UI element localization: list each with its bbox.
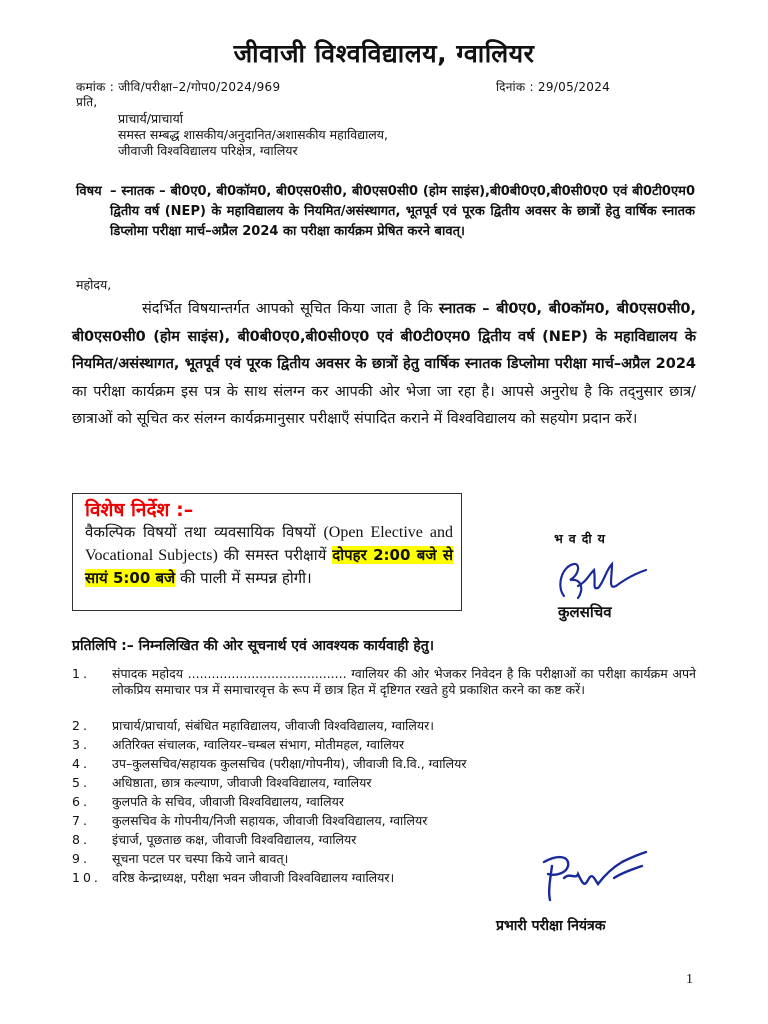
letter-page: जीवाजी विश्वविद्यालय, ग्वालियर कमांक : जीवि/परीक्षा–2/गोप0/2024/969 दिनांक : 29/05/2024 प्रति, प्राचार्य/प्राचार्या समस्त सम्बद्ध शासकीय/अनुदानित/अशासकीय महाविद्यालय, जीवाजी विश्वविद्यालय परिक्षेत्र, ग्वालियर विषय – स्नातक – बी0ए0, बी0कॉम0, बी0एस0सी0, बी0एस0सी0 (होम साइंस),बी0बी0ए0,बी0सी0ए0 एवं बी0टी0एम0 द्वितीय वर्ष (NEP) के महाविद्यालय के नियमित/असंस्थागत, भूतपूर्व एवं पूरक द्वितीय अवसर के छात्रों हेतु वार्षिक स्नातक डिप्लोमा परीक्षा मार्च–अप्रैल 2024 का परीक्षा कार्यक्रम प्रेषित करने बावत्। महोदय, संदर्भित विषयान्तर्गत आपको सूचित किया जाता है कि स्नातक – बी0ए0, बी0कॉम0, बी0एस0सी0, बी0एस0सी0 (होम साइंस), बी0बी0ए0,बी0सी0ए0 एवं बी0टी0एम0 द्वितीय वर्ष (NEP) के महाविद्यालय के नियमित/असंस्थागत, भूतपूर्व एवं पूरक द्वितीय अवसर के छात्रों हेतु वार्षिक स्नातक डिप्लोमा परीक्षा मार्च–अप्रैल 2024 का परीक्षा कार्यक्रम इस पत्र के साथ संलग्न कर आपकी ओर भेजा जा रहा है। आपसे अनुरोध है कि तद्नुसार छात्र/छात्राओं को सूचित कर संलग्न कार्यक्रमानुसार परीक्षाएँ संपादित कराने में विश्वविद्यालय को सहयोग प्रदान करें। विशेष निर्देश :– वैकल्पिक विषयों तथा व्यवसायिक विषयों (Open Elective and Vocational Subjects) की समस्त परीक्षायें दोपहर 2:00 बजे से सायं 5:00 बजे की पाली में सम्पन्न होगी। भवदीय कुलसचिव प्रतिलिपि :– निम्नलिखित की ओर सूचनार्थ एवं आवश्यक कार्यवाही हेतु। 1. संपादक महोदय ........................................ ग्वालियर की ओर भेजकर निवेदन है कि परीक्षाओं का परीक्षा कार्यक्रम अपने लोकप्रिय समाचार पत्र में समाचारवृत्त के रूप में छात्र हित में दृष्टिगत रखते हुये प्रकाशित करने का कष्ट करें। 2. प्राचार्य/प्राचार्या, संबंधित महाविद्यालय, जीवाजी विश्वविद्यालय, ग्वालियर। 3. अतिरिक्त संचालक, ग्वालियर–चम्बल संभाग, मोतीमहल, ग्वालियर 4. उप–कुलसचिव/सहायक कुलसचिव (परीक्षा/गोपनीय), जीवाजी वि.वि., ग्वालियर 5. अधिष्ठाता, छात्र कल्याण, जीवाजी विश्वविद्यालय, ग्वालियर 6. कुलपति के सचिव, जीवाजी विश्वविद्यालय, ग्वालियर 7. कुलसचिव के गोपनीय/निजी सहायक, जीवाजी विश्वविद्यालय, ग्वालियर 8. इंचार्ज, पूछताछ कक्ष, जीवाजी विश्वविद्यालय, ग्वालियर 9. सूचना पटल पर चस्पा किये जाने बावत्। 10. वरिष्ठ केन्द्राध्यक्ष, परीक्षा भवन जीवाजी विश्वविद्यालय ग्वालियर। प्रभारी परीक्षा नियंत्रक 1: [0, 0, 768, 1024]
body-paragraph: [72, 296, 696, 434]
addressee-line: समस्त सम्बद्ध शासकीय/अनुदानित/अशासकीय महाविद्यालय,: [118, 127, 389, 142]
special-instructions-text: [85, 521, 453, 590]
instruction-text: की पाली में सम्पन्न होगी।: [179, 569, 312, 587]
body-bold-text: स्नातक – बी0ए0, बी0कॉम0, बी0एस0सी0, बी0एस0सी0 (होम साइंस), बी0बी0ए0,बी0सी0ए0 एवं बी0टी0एम0 द्वितीय वर्ष (NEP) के महाविद्यालय के नियमित/असंस्थागत, भूतपूर्व एवं पूरक द्वितीय अवसर के छात्रों हेतु वार्षिक स्नातक डिप्लोमा परीक्षा मार्च–अप्रैल 2024: [72, 301, 697, 372]
special-instructions-box: [72, 493, 462, 611]
exam-controller-designation: प्रभारी परीक्षा नियंत्रक: [496, 918, 606, 934]
controller-signature: [530, 848, 650, 908]
university-title: जीवाजी विश्वविद्यालय, ग्वालियर: [233, 39, 535, 68]
page-number: 1: [686, 972, 693, 987]
body-text: का परीक्षा कार्यक्रम इस पत्र के साथ संलग्न कर आपकी ओर भेजा जा रहा है। आपसे अनुरोध है कि तद्नुसार छात्र/छात्राओं को सूचित कर संलग्न कार्यक्रमानुसार परीक्षाएँ संपादित कराने में विश्वविद्यालय को सहयोग प्रदान करें।: [72, 383, 696, 427]
body-text: संदर्भित विषयान्तर्गत आपको सूचित किया जाता है कि: [142, 301, 433, 317]
special-instructions-heading: विशेष निर्देश :–: [85, 499, 194, 521]
instruction-text: वैकल्पिक विषयों तथा व्यवसायिक विषयों: [85, 523, 316, 541]
copy-to-heading: प्रतिलिपि :– निम्नलिखित की ओर सूचनार्थ एवं आवश्यक कार्यवाही हेतु।: [72, 638, 435, 654]
timing-highlight: दोपहर 2:00 बजे से सायं 5:00 बजे: [85, 546, 453, 587]
registrar-signature: [542, 556, 652, 604]
salutation: महोदय,: [76, 277, 112, 292]
subject-label: विषय: [76, 184, 102, 199]
registrar-designation: कुलसचिव: [558, 603, 612, 621]
instruction-text: की समस्त परीक्षायें: [223, 546, 327, 564]
reference-number: कमांक : जीवि/परीक्षा–2/गोप0/2024/969: [76, 80, 281, 94]
addressee-line: जीवाजी विश्वविद्यालय परिक्षेत्र, ग्वालियर: [118, 143, 298, 158]
letter-date: दिनांक : 29/05/2024: [496, 80, 611, 94]
yours-faithfully: भवदीय: [554, 531, 611, 546]
addressee-line: प्राचार्य/प्राचार्या: [118, 111, 183, 126]
instruction-english-text: (Open Elective and Vocational Subjects): [85, 524, 453, 564]
subject-text: – स्नातक – बी0ए0, बी0कॉम0, बी0एस0सी0, बी0एस0सी0 (होम साइंस),बी0बी0ए0,बी0सी0ए0 एवं बी0टी0एम0 द्वितीय वर्ष (NEP) के महाविद्यालय के नियमित/असंस्थागत, भूतपूर्व एवं पूरक द्वितीय अवसर के छात्रों हेतु वार्षिक स्नातक डिप्लोमा परीक्षा मार्च–अप्रैल 2024 का परीक्षा कार्यक्रम प्रेषित करने बावत्।: [110, 184, 695, 239]
prati-label: प्रति,: [76, 95, 98, 109]
